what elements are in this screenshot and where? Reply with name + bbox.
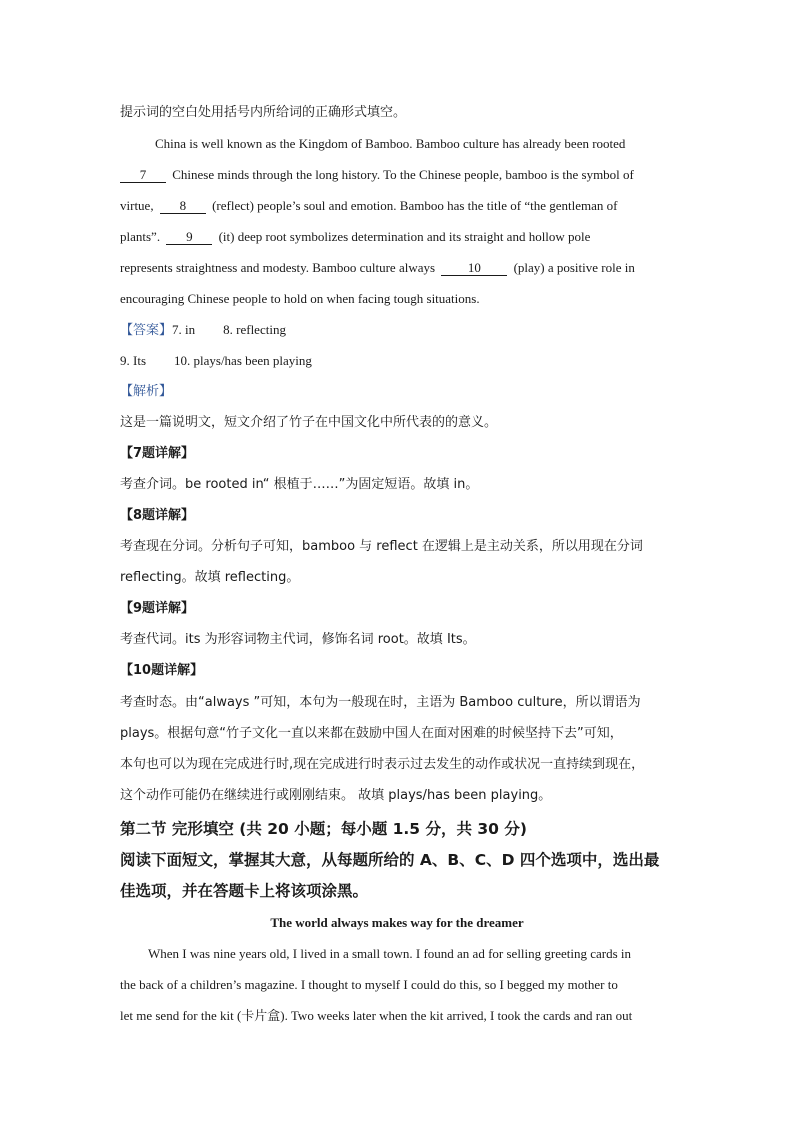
blank-10[interactable]: 10 — [441, 261, 507, 276]
passage-line-5 — [120, 259, 635, 277]
q10-explanation-3: 本句也可以为现在完成进行时,现在完成进行时表示过去发生的动作或状况一直持续到现在， — [120, 757, 645, 772]
passage-line-3a: virtue, — [120, 198, 154, 213]
passage-line-2 — [120, 166, 634, 184]
section-instruction-2: 佳选项，并在答题卡上将该项涂黑。 — [120, 882, 369, 900]
analysis-tag: 【解析】 — [120, 384, 173, 399]
answer-tag: 【答案】 — [120, 323, 173, 338]
answer-line-1 — [120, 321, 286, 340]
blank-8[interactable]: 8 — [160, 199, 206, 214]
q10-explanation-1: 考查时态。由“always ”可知，本句为一般现在时，主语为 Bamboo culture，所以谓语为 — [120, 695, 641, 710]
passage-line-5b: (play) a positive role in — [513, 260, 635, 275]
answer-9: 9. Its — [120, 353, 146, 368]
blank-9[interactable]: 9 — [166, 230, 212, 245]
answer-7: 7. in — [172, 322, 196, 337]
answer-8: 8. reflecting — [223, 322, 286, 337]
q9-explanation: 考查代词。its 为形容词物主代词，修饰名词 root。故填 Its。 — [120, 632, 476, 647]
q10-explanation-2: plays。根据句意“竹子文化一直以来都在鼓励中国人在面对困难的时候坚持下去”可知， — [120, 726, 623, 741]
passage-line-6: encouraging Chinese people to hold on when facing tough situations. — [120, 291, 480, 306]
story-line-1: When I was nine years old, I lived in a small town. I found an ad for selling greeting cards in — [148, 946, 632, 961]
q9-heading: 【9题详解】 — [120, 601, 195, 616]
answer-10: 10. plays/has been playing — [174, 353, 312, 368]
passage-line-4 — [120, 228, 590, 246]
q7-explanation: 考查介词。be rooted in“ 根植于……”为固定短语。故填 in。 — [120, 477, 479, 492]
passage-line-5a: represents straightness and modesty. Bamboo culture always — [120, 260, 436, 275]
q8-explanation-2: reflecting。故填 reflecting。 — [120, 570, 300, 585]
passage-line-3 — [120, 197, 617, 215]
answer-line-2 — [120, 352, 312, 370]
passage-line-3b: (reflect) people’s soul and emotion. Bamboo has the title of “the gentleman of — [212, 198, 618, 213]
q10-explanation-4: 这个动作可能仍在继续进行或刚刚结束。 故填 plays/has been playing。 — [120, 788, 552, 803]
analysis-summary: 这是一篇说明文，短文介绍了竹子在中国文化中所代表的的意义。 — [120, 415, 498, 430]
story-line-3: let me send for the kit (卡片盒). Two weeks later when the kit arrived, I took the cards and ran out — [120, 1008, 633, 1023]
q10-heading: 【10题详解】 — [120, 663, 204, 678]
q7-heading: 【7题详解】 — [120, 446, 195, 461]
section-instruction-1: 阅读下面短文，掌握其大意，从每题所给的 A、B、C、D 四个选项中，选出最 — [120, 851, 660, 869]
story-line-2: the back of a children’s magazine. I thought to myself I could do this, so I begged my mother to — [120, 977, 618, 992]
instruction-text: 提示词的空白处用括号内所给词的正确形式填空。 — [120, 105, 407, 120]
q8-explanation-1: 考查现在分词。分析句子可知，bamboo 与 reflect 在逻辑上是主动关系，所以用现在分词 — [120, 539, 643, 554]
passage-line-4b: (it) deep root symbolizes determination and its straight and hollow pole — [218, 229, 591, 244]
blank-7[interactable]: 7 — [120, 168, 166, 183]
story-title: The world always makes way for the dreamer — [270, 915, 524, 930]
passage-line-4a: plants”. — [120, 229, 161, 244]
passage-line-1: China is well known as the Kingdom of Bamboo. Bamboo culture has already been rooted — [155, 136, 626, 151]
q8-heading: 【8题详解】 — [120, 508, 195, 523]
passage-line-2-text: Chinese minds through the long history. To the Chinese people, bamboo is the symbol of — [172, 167, 634, 182]
section-heading: 第二节 完形填空 (共 20 小题；每小题 1.5 分，共 30 分) — [120, 820, 527, 838]
